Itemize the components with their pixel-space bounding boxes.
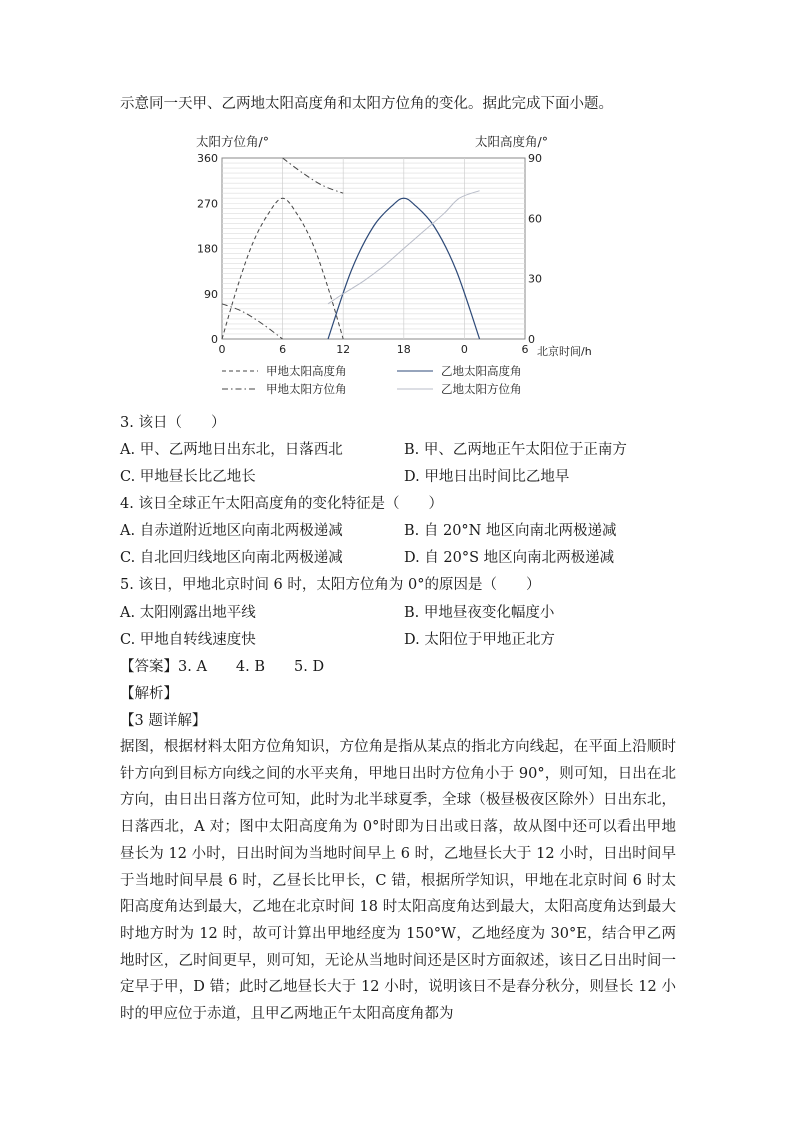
right-tick-label: 0 — [528, 333, 535, 346]
question-5-option-c[interactable]: C. 甲地自转线速度快 — [120, 632, 256, 648]
right-tick-label: 30 — [528, 272, 542, 286]
question-5-option-d[interactable]: D. 太阳位于甲地正北方 — [404, 632, 555, 648]
x-axis-title: 北京时间/h — [537, 345, 592, 358]
x-tick-label: 6 — [521, 343, 529, 356]
left-tick-label: 180 — [197, 242, 218, 256]
sun-angle-chart — [190, 128, 610, 406]
detail-paragraph — [120, 734, 676, 1028]
analysis-heading: 【解析】 — [120, 686, 178, 702]
question-3-option-c[interactable]: C. 甲地昼长比乙地长 — [120, 469, 256, 485]
question-3-option-b[interactable]: B. 甲、乙两地正午太阳位于正南方 — [404, 442, 627, 458]
detail-text: 据图，根据材料太阳方位角知识，方位角是指从某点的指北方向线起，在平面上沿顺时针方向到目标方向线之间的水平夹角，甲地日出时方位角小于 90°，则可知，日出在北方向，由日出日落方位可知，此时为北半球夏季，全球（极昼极夜区除外）日出东北，日落西北，A 对；图中太阳高度角为 0°时即为日出或日落，故从图中还可以看出甲地昼长为 12 小时，日出时间为当地时间早上 6 时，乙地昼长大于 12 小时，日出时间早于当地时间早晨 6 时，乙昼长比甲长，C 错，根据所学知识，甲地在北京时间 6 时太阳高度角达到最大，乙地在北京时间 18 时太阳高度角达到最大，太阳高度角达到最大时地方时为 12 时，故可计算出甲地经度为 150°W，乙地经度为 30°E，结合甲乙两地时区，乙时间更早，则可知，无论从当地时间还是区时方面叙述，该日乙日出时间一定早于甲，D 错；此时乙地昼长大于 12 小时，说明该日不是春分秋分，则昼长 12 小时的甲应位于赤道，且甲乙两地正午太阳高度角都为 — [120, 739, 676, 1023]
right-tick-label: 90 — [528, 152, 542, 165]
question-3-stem: 3. 该日（ ） — [120, 415, 226, 431]
x-tick-label: 6 — [279, 343, 287, 356]
chart-figure — [190, 128, 610, 406]
question-3-option-a[interactable]: A. 甲、乙两地日出东北，日落西北 — [120, 442, 343, 458]
question-4-option-a[interactable]: A. 自赤道附近地区向南北两极递减 — [120, 523, 343, 539]
question-3-option-d[interactable]: D. 甲地日出时间比乙地早 — [404, 469, 570, 485]
left-tick-label: 90 — [204, 287, 218, 301]
legend-label: 甲地太阳方位角 — [266, 382, 347, 396]
legend-label: 甲地太阳高度角 — [266, 364, 347, 378]
x-tick-label: 0 — [218, 343, 226, 356]
left-axis-title: 太阳方位角/° — [196, 134, 269, 149]
right-tick-label: 60 — [528, 212, 542, 226]
question-5-option-b[interactable]: B. 甲地昼夜变化幅度小 — [404, 605, 555, 621]
left-tick-label: 360 — [197, 152, 218, 165]
x-tick-label: 12 — [336, 343, 351, 356]
right-axis-title: 太阳高度角/° — [475, 134, 548, 149]
left-tick-label: 270 — [197, 197, 218, 211]
answer-line: 【答案】3. A 4. B 5. D — [120, 659, 325, 675]
intro-text: 示意同一天甲、乙两地太阳高度角和太阳方位角的变化。据此完成下面小题。 — [120, 96, 613, 112]
left-tick-label: 0 — [211, 333, 218, 346]
legend-label: 乙地太阳高度角 — [441, 364, 522, 378]
x-tick-label: 18 — [396, 343, 411, 356]
question-4-option-d[interactable]: D. 自 20°S 地区向南北两极递减 — [404, 550, 615, 566]
x-tick-label: 0 — [460, 343, 468, 356]
detail-heading: 【3 题详解】 — [120, 713, 207, 729]
question-5-stem: 5. 该日，甲地北京时间 6 时，太阳方位角为 0°的原因是（ ） — [120, 577, 541, 593]
question-4-option-c[interactable]: C. 自北回归线地区向南北两极递减 — [120, 550, 343, 566]
question-4-option-b[interactable]: B. 自 20°N 地区向南北两极递减 — [404, 523, 617, 539]
question-4-stem: 4. 该日全球正午太阳高度角的变化特征是（ ） — [120, 496, 443, 512]
question-5-option-a[interactable]: A. 太阳刚露出地平线 — [120, 605, 256, 621]
legend-label: 乙地太阳方位角 — [441, 382, 522, 396]
